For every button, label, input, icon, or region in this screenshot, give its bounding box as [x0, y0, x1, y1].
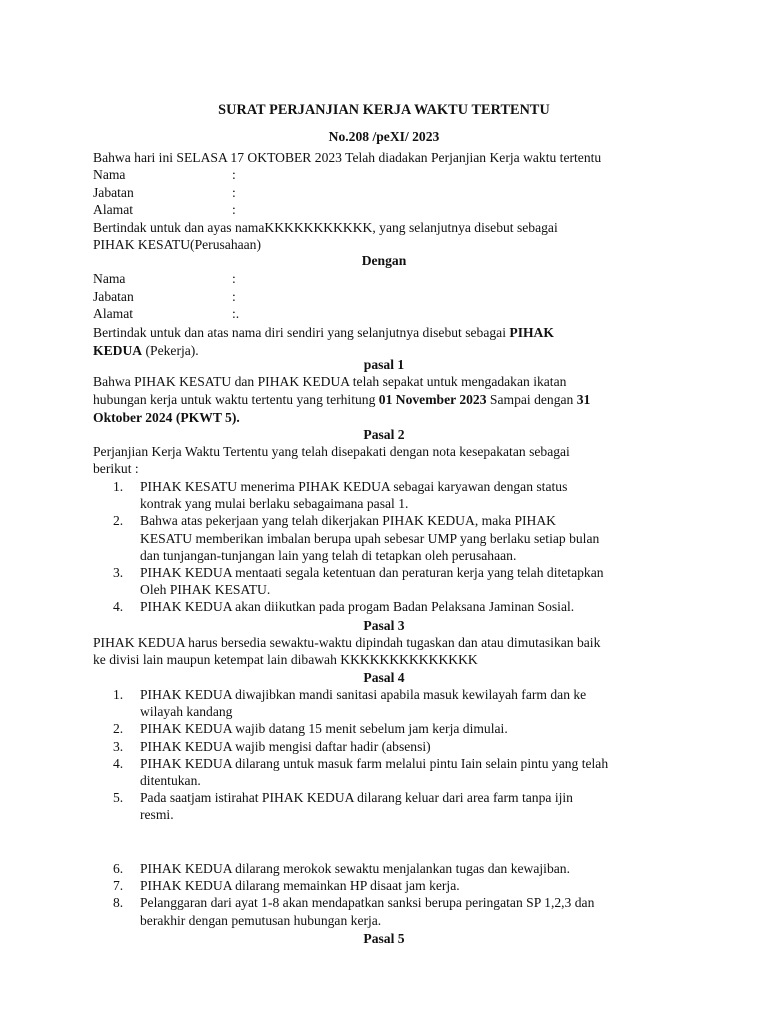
pasal3-heading: Pasal 3 — [363, 618, 405, 633]
pasal1-line-3: Oktober 2024 (PKWT 5). — [93, 410, 240, 426]
party2-section — [93, 270, 683, 359]
party1-text-line-2: PIHAK KESATU(Perusahaan) — [93, 236, 262, 252]
pasal4-list-a — [113, 686, 683, 824]
pasal2-intro — [93, 443, 683, 477]
pasal1-line-2: hubungan kerja untuk waktu tertentu yang terhitung 01 November 2023 Sampai dengan 31 — [93, 392, 591, 408]
document-title: SURAT PERJANJIAN KERJA WAKTU TERTENTU — [218, 102, 550, 118]
list-item: 2. PIHAK KEDUA wajib datang 15 menit sebelum jam kerja dimulai. — [113, 721, 508, 737]
party2-field-name: Nama : — [93, 271, 236, 286]
list-item: 7. PIHAK KEDUA dilarang memainkan HP disaat jam kerja. — [113, 878, 460, 894]
party2-text-line-2: KEDUA (Pekerja). — [93, 342, 199, 358]
list-item: 8. Pelanggaran dari ayat 1-8 akan mendapatkan sanksi berupa peringatan SP 1,2,3 dan berakhir dengan pemutusan hubungan kerja. — [113, 895, 595, 928]
pasal3-line-1: PIHAK KEDUA harus bersedia sewaktu-waktu dipindah tugaskan dan atau dimutasikan baik — [93, 635, 601, 650]
party1-field-address: Alamat : — [93, 202, 236, 218]
document-number: No.208 /peXI/ 2023 — [328, 129, 440, 144]
list-item: 5. Pada saatjam istirahat PIHAK KEDUA dilarang keluar dari area farm tanpa ijin resmi. — [113, 790, 573, 823]
party2-field-position: Jabatan : — [93, 288, 236, 304]
list-item: 2. Bahwa atas pekerjaan yang telah dikerjakan PIHAK KEDUA, maka PIHAK KESATU memberikan imbalan berupa upah sebesar UMP yang berlaku setiap bulan dan tunjangan-tunjangan lain yang telah di tetapkan oleh perusahaan. — [113, 513, 600, 563]
list-item: 3. PIHAK KEDUA mentaati segala ketentuan dan peraturan kerja yang telah ditetapkan Oleh PIHAK KESATU. — [113, 564, 604, 598]
pasal4-heading: Pasal 4 — [363, 670, 405, 685]
pasal2-line-1: Perjanjian Kerja Waktu Tertentu yang telah disepakati dengan nota kesepakatan sebagai — [93, 444, 570, 459]
pasal3-body — [93, 634, 683, 668]
party1-field-name: Nama : — [93, 167, 236, 183]
dengan-heading: Dengan — [361, 253, 407, 268]
party1-section — [93, 149, 683, 253]
list-item: 4. PIHAK KEDUA akan diikutkan pada progam Badan Pelaksana Jaminan Sosial. — [113, 599, 575, 615]
list-item: 4. PIHAK KEDUA dilarang untuk masuk farm melalui pintu Iain selain pintu yang telah ditentukan. — [113, 755, 609, 788]
party2-field-address: Alamat :. — [93, 306, 240, 321]
list-item: 6. PIHAK KEDUA dilarang merokok sewaktu menjalankan tugas dan kewajiban. — [113, 861, 570, 876]
pasal2-list — [113, 478, 683, 616]
list-item: 3. PIHAK KEDUA wajib mengisi daftar hadir (absensi) — [113, 738, 431, 754]
party1-field-position: Jabatan : — [93, 184, 236, 200]
intro-line: Bahwa hari ini SELASA 17 OKTOBER 2023 Telah diadakan Perjanjian Kerja waktu tertentu — [93, 150, 602, 165]
party2-text-line-1: Bertindak untuk dan atas nama diri sendiri yang selanjutnya disebut sebagai PIHAK — [93, 324, 554, 340]
party1-text-line-1: Bertindak untuk dan ayas namaKKKKKKKKKKK, yang selanjutnya disebut sebagai — [93, 219, 558, 235]
pasal4-list-b — [113, 860, 683, 929]
pasal3-line-2: ke divisi lain maupun ketempat lain dibawah KKKKKKKKKKKKKK — [93, 652, 478, 668]
pasal1-line-1: Bahwa PIHAK KESATU dan PIHAK KEDUA telah sepakat untuk mengadakan ikatan — [93, 374, 567, 389]
list-item: 1. PIHAK KESATU menerima PIHAK KEDUA sebagai karyawan dengan status kontrak yang mulai berlaku sebagaimana pasal 1. — [113, 479, 568, 512]
pasal5-heading: Pasal 5 — [363, 931, 405, 946]
pasal2-line-2: berikut : — [93, 461, 139, 477]
list-item: 1. PIHAK KEDUA diwajibkan mandi sanitasi apabila masuk kewilayah farm dan ke wilayah kandang — [113, 687, 587, 720]
pasal1-body — [93, 373, 683, 426]
pasal2-heading: Pasal 2 — [363, 427, 405, 442]
pasal1-heading: pasal 1 — [363, 357, 405, 372]
